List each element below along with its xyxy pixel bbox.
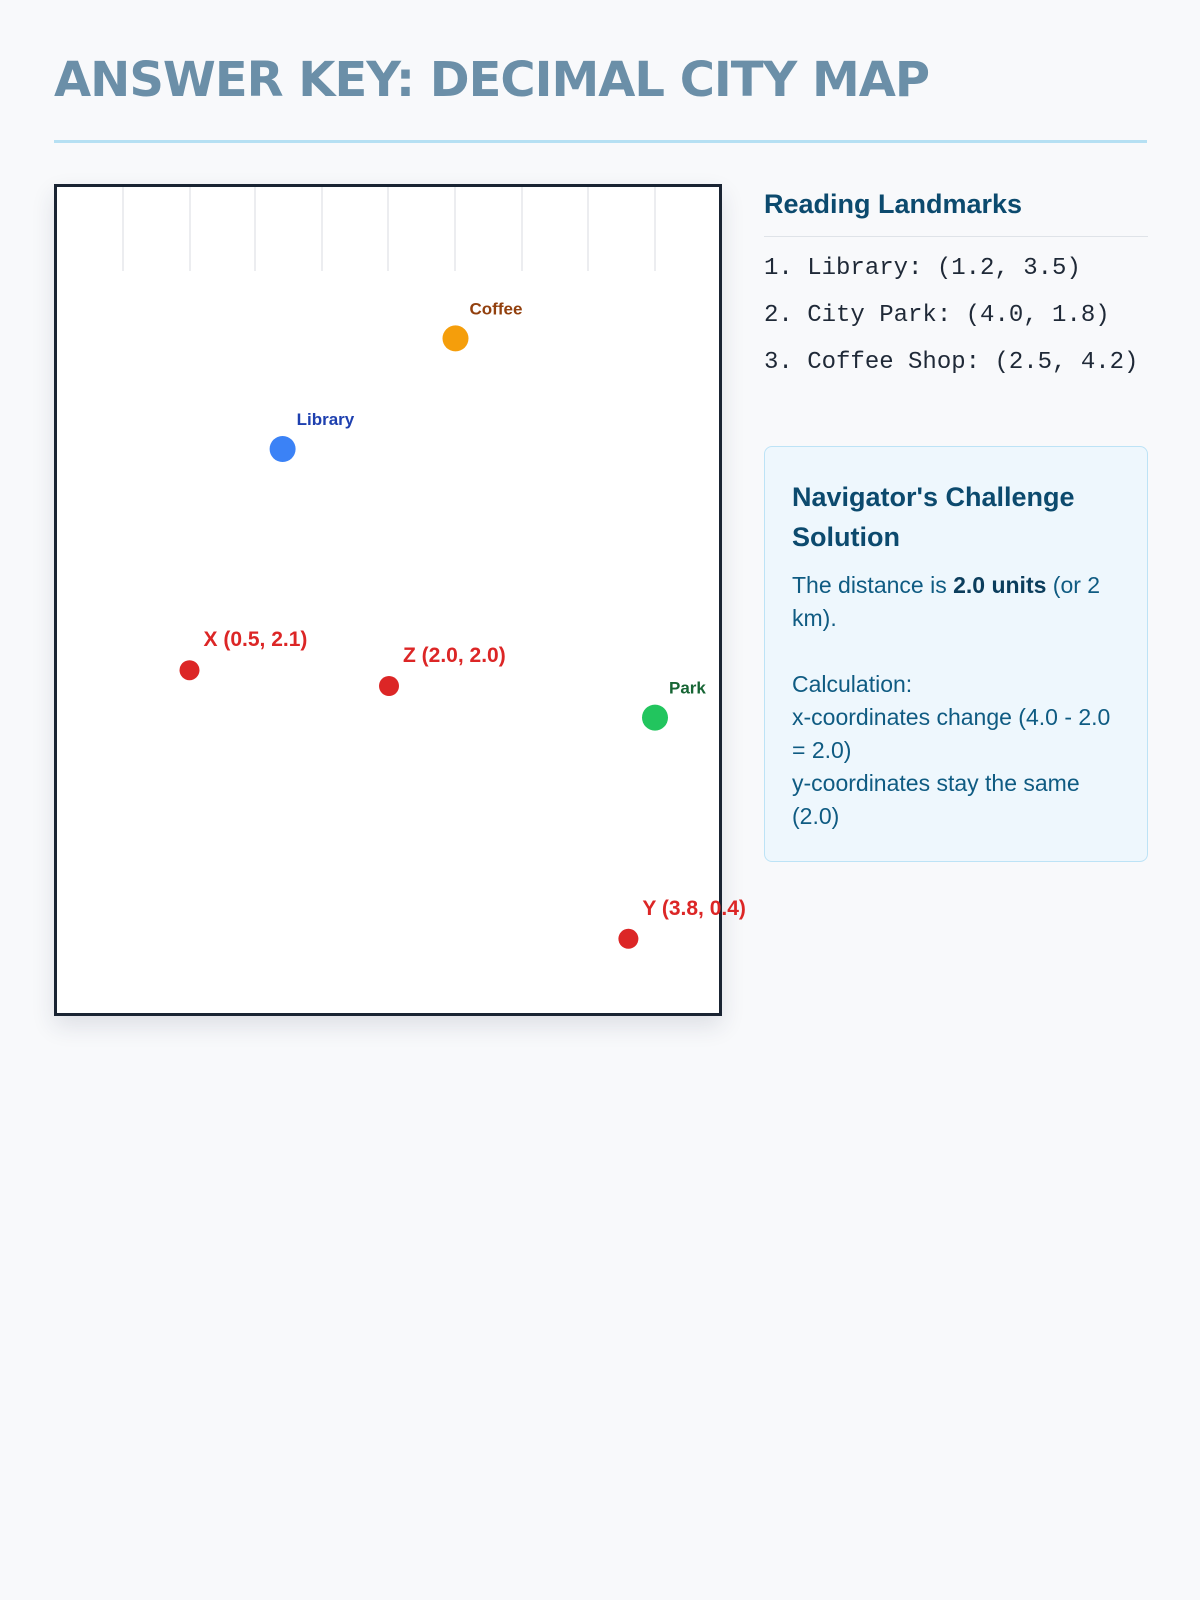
answer-point-1 bbox=[379, 676, 399, 696]
landmark-label-coffee: Coffee bbox=[469, 299, 523, 319]
title-divider bbox=[54, 140, 1147, 143]
landmark-label-library: Library bbox=[296, 410, 355, 429]
calculation-y: y-coordinates stay the same (2.0) bbox=[792, 770, 1080, 829]
landmarks-heading: Reading Landmarks bbox=[764, 189, 1023, 219]
challenge-body bbox=[792, 569, 1121, 833]
answer-point-label-2: Y (3.8, 0.4) bbox=[642, 896, 746, 920]
challenge-solution-box bbox=[764, 446, 1148, 862]
landmarks-panel bbox=[764, 184, 1148, 394]
page-title: ANSWER KEY: DECIMAL CITY MAP bbox=[54, 52, 930, 108]
answer-point-2 bbox=[618, 929, 638, 949]
challenge-title: Navigator's Challenge Solution bbox=[792, 482, 1075, 552]
answer-point-label-0: X (0.5, 2.1) bbox=[203, 628, 308, 652]
city-map bbox=[54, 184, 746, 1016]
landmark-label-park: Park bbox=[669, 678, 706, 698]
calculation-heading: Calculation: bbox=[792, 671, 913, 697]
answer-point-label-1: Z (2.0, 2.0) bbox=[403, 644, 506, 667]
distance-suffix: (or 2 km). bbox=[792, 572, 1101, 631]
landmarks-divider bbox=[764, 236, 1148, 237]
landmark-marker-coffee bbox=[443, 325, 469, 351]
landmark-item-library: 1. Library: (1.2, 3.5) bbox=[764, 255, 1081, 282]
landmark-marker-park bbox=[642, 705, 668, 731]
landmarks-list bbox=[764, 253, 1148, 378]
distance-prefix: The distance is bbox=[792, 572, 954, 598]
landmark-item-coffee: 3. Coffee Shop: (2.5, 4.2) bbox=[764, 349, 1139, 376]
landmark-item-park: 2. City Park: (4.0, 1.8) bbox=[764, 302, 1110, 329]
landmark-marker-library bbox=[270, 436, 296, 462]
distance-value: 2.0 units bbox=[953, 572, 1047, 598]
calculation-x: x-coordinates change (4.0 - 2.0 = 2.0) bbox=[792, 704, 1111, 763]
city-map-canvas bbox=[57, 187, 746, 1013]
answer-point-0 bbox=[180, 660, 200, 680]
